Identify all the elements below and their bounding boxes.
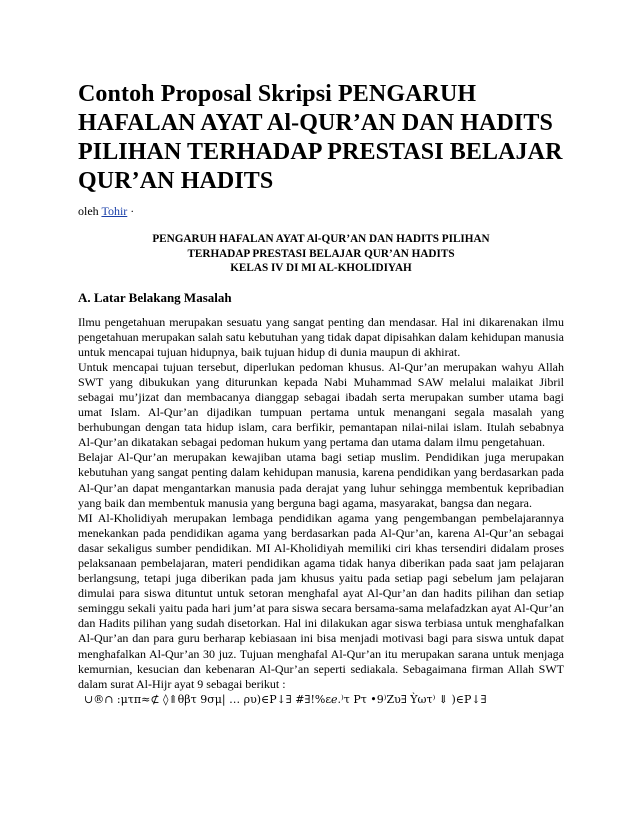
document-page <box>78 80 564 707</box>
paragraph: Belajar Al-Qur’an merupakan kewajiban utama bagi setiap muslim. Pendidikan juga merupakan kebutuhan yang sangat penting dalam kehidupan manusia, karena pendidikan yang berdasarkan pada Al-Qur’an dapat mengantarkan manusia pada derajat yang luhur sehingga membentuk kepribadian yang baik dan membentuk manusia yang berguna bagi agama, masyarakat, bangsa dan negara. <box>78 450 564 510</box>
paragraph: MI Al-Kholidiyah merupakan lembaga pendidikan agama yang pengembangan pembelajarannya menekankan pada pendidikan agama yang berdasarkan pada Al-Qur’an, karena Al-Qur’an sebagai dasar sekaligus sumber pendidikan. MI Al-Kholidiyah memiliki ciri khas tersendiri didalam proses pelaksanaan pembelajaran, materi pendidikan agama tidak hanya diberikan pada saat jam pelajaran berlangsung, tetapi juga diberikan pada jam khusus yaitu pada setiap pagi sebelum jam pelajaran dimulai para siswa dituntut untuk setoran menghafal ayat Al-Qur’an dan hadits pilihan dan setiap seminggu sekali yaitu pada hari jum’at para siswa secara bersama-sama melafadzkan ayat Al-Qur’an dan Hadits pilihan yang sudah disetorkan. Hal ini dilakukan agar siswa terbiasa untuk menghafalkan Al-Qur’an dan para guru berharap kebiasaan ini bisa menjadi motivasi bagi para siswa untuk dapat menghafalkan Al-Qur’an 30 juz. Tujuan menghafal Al-Qur’an itu merupakan sarana untuk menjaga kemurnian, kesucian dan kebenaran Al-Qur’an seperti sediakala. Sebagaimana firman Allah SWT dalam surat Al-Hijr ayat 9 sebagai berikut : <box>78 510 564 691</box>
subheading-line: TERHADAP PRESTASI BELAJAR QUR’AN HADITS <box>187 247 455 260</box>
page-title: Contoh Proposal Skripsi PENGARUH HAFALAN AYAT Al-QUR’AN DAN HADITS PILIHAN TERHADAP PRESTASI BELAJAR QUR’AN HADITS <box>78 81 563 194</box>
byline <box>78 204 564 218</box>
author-link[interactable]: Tohir <box>101 204 128 218</box>
body-text <box>78 315 564 707</box>
document-subheading <box>78 232 564 276</box>
paragraph: Ilmu pengetahuan merupakan sesuatu yang sangat penting dan mendasar. Hal ini dikarenakan ilmu pengetahuan merupakan salah satu kebutuhan yang tidak dapat dipisahkan dalam kehidupan manusia untuk mencapai tujuan hidupnya, baik tujuan hidup di dunia maupun di akhirat. <box>78 314 564 359</box>
paragraph: Untuk mencapai tujuan tersebut, diperlukan pedoman khusus. Al-Qur’an merupakan wahyu Allah SWT yang dibukukan yang diturunkan kepada Nabi Muhammad SAW melalui malaikat Jibril sebagai mu’jizat dan membacanya dianggap sebagai ibadah serta merupakan sumber utama bagi umat Islam. Al-Qur’an dijadikan tumpuan pertama untuk menangani segala masalah yang berhubungan dengan tata hidup islam, cara berfikir, pemantapan nilai-nilai islam. Itulah sebabnya Al-Qur’an dikatakan sebagai pedoman hukum yang pertama dan utama dalam ilmu pengetahuan. <box>78 359 564 450</box>
byline-suffix: · <box>127 204 135 218</box>
byline-prefix: oleh <box>78 204 102 218</box>
subheading-line: PENGARUH HAFALAN AYAT Al-QUR’AN DAN HADITS PILIHAN <box>152 233 490 245</box>
arabic-verse: ∪®∩ :μτπ≈⊄ ◊⇑θβτ 9σμ| … ρυ)∈Ρ↓∃ #∃!%εℯ.⁾τ Ρτ •9⁾Ζυ∃ Ỳωτ⁾ ⇓ )∈Ρ↓∃ <box>84 692 487 706</box>
subheading-line: KELAS IV DI MI AL-KHOLIDIYAH <box>230 262 412 274</box>
section-heading: A. Latar Belakang Masalah <box>78 289 232 305</box>
